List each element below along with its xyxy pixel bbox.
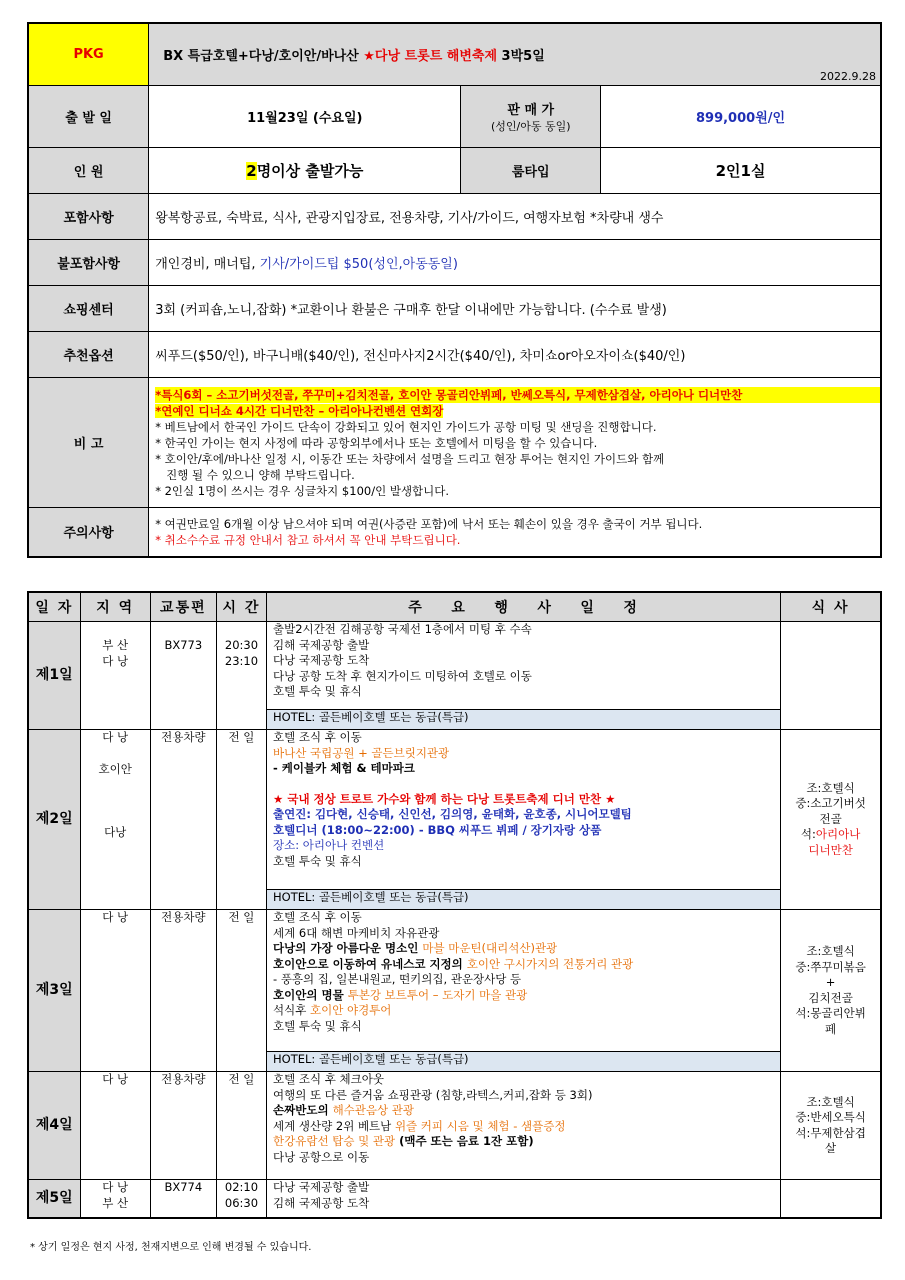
people-label: 인 원 <box>28 147 149 193</box>
col-header-transport: 교통편 <box>150 592 216 622</box>
day1-hotel: HOTEL: 골든베이호텔 또는 동급(특급) <box>267 710 781 730</box>
day3-meal: 조:호텔식 중:쭈꾸미볶음 + 김치전골 석:몽골리안뷔 페 <box>781 910 881 1072</box>
day3-time: 전 일 <box>216 910 266 1072</box>
day4-meal: 조:호텔식 중:반세오특식 석:무제한삼겹 살 <box>781 1072 881 1180</box>
caution-label: 주의사항 <box>28 507 149 557</box>
day2-transport: 전용차량 <box>150 730 216 910</box>
day1-region: 부 산 다 낭 <box>80 622 150 730</box>
title-highlight: ★다낭 트롯트 해변축제 <box>363 48 498 64</box>
day2-label: 제2일 <box>28 730 80 910</box>
day4-time: 전 일 <box>216 1072 266 1180</box>
excluded-value: 개인경비, 매너팁, 기사/가이드팁 $50(성인,아동동일) <box>149 239 881 285</box>
day4-region: 다 낭 <box>80 1072 150 1180</box>
package-title: BX 특급호텔+다낭/호이안/바나산 ★다낭 트롯트 해변축제 3박5일 2022.9.28 <box>149 23 881 85</box>
summary-table <box>27 22 882 558</box>
day1-transport: BX773 <box>150 622 216 730</box>
day2-time: 전 일 <box>216 730 266 910</box>
departure-label: 출 발 일 <box>28 85 149 147</box>
day4-transport: 전용차량 <box>150 1072 216 1180</box>
note-line: * 한국인 가이는 현지 사정에 따라 공항외부에서나 또는 호텔에서 미팅을 할 수 있습니다. <box>155 436 598 450</box>
notes-label: 비 고 <box>28 377 149 507</box>
included-label: 포함사항 <box>28 193 149 239</box>
departure-value: 11월23일 (수요일) <box>149 85 461 147</box>
note-line: * 베트남에서 한국인 가이드 단속이 강화되고 있어 현지인 가이드가 공항 미팅 및 샌딩을 진행합니다. <box>155 420 657 434</box>
day4-row <box>28 1072 881 1180</box>
shopping-value: 3회 (커피숍,노니,잡화) *교환이나 환불은 구매후 한달 이내에만 가능합니다. (수수료 발생) <box>149 285 881 331</box>
excluded-label: 불포함사항 <box>28 239 149 285</box>
day1-row <box>28 622 881 710</box>
day1-meal <box>781 622 881 730</box>
day1-schedule: 출발2시간전 김해공항 국제선 1층에서 미팅 후 수속 김해 국제공항 출발 다낭 국제공항 도착 다낭 공항 도착 후 현지가이드 미팅하여 호텔로 이동 호텔 투숙 및 휴식 <box>267 622 781 710</box>
day2-schedule: 호텔 조식 후 이동 바나산 국립공원 + 골든브릿지관광 - 케이블카 체험 & 테마파크 ★ 국내 정상 트로트 가수와 함께 하는 다낭 트롯트축제 디너 만찬 ★ 출연진: 김다현, 신승태, 신인선, 김의영, 윤태화, 윤호종, 시니어모델팀 호텔디너 (18:00~22:00) - BBQ 씨푸드 뷔페 / 장기자랑 상품 장소: 아리아나 컨벤션 호텔 투숙 및 휴식 <box>267 730 781 890</box>
notes-value <box>149 377 881 507</box>
doc-date: 2022.9.28 <box>820 69 876 83</box>
options-value: 씨푸드($50/인), 바구니배($40/인), 전신마사지2시간($40/인), 차미쇼or아오자이쇼($40/인) <box>149 331 881 377</box>
day3-label: 제3일 <box>28 910 80 1072</box>
day2-region: 다 낭 호이안 다낭 <box>80 730 150 910</box>
people-value: 2명이상 출발가능 <box>149 147 461 193</box>
col-header-schedule: 주 요 행 사 일 정 <box>267 592 781 622</box>
pkg-label: PKG <box>28 23 149 85</box>
day1-label: 제1일 <box>28 622 80 730</box>
day3-hotel: HOTEL: 골든베이호텔 또는 동급(특급) <box>267 1052 781 1072</box>
footnote: * 상기 일정은 현지 사정, 천재지변으로 인해 변경될 수 있습니다. <box>30 1242 312 1253</box>
day5-region: 다 낭 부 산 <box>80 1180 150 1218</box>
price-label: 판 매 가 (성인/아동 동일) <box>461 85 601 147</box>
day3-region: 다 낭 <box>80 910 150 1072</box>
room-label: 룸타입 <box>461 147 601 193</box>
day2-meal: 조:호텔식 중:소고기버섯 전골 석:아리아나 디너만찬 <box>781 730 881 910</box>
day5-meal <box>781 1180 881 1218</box>
included-value: 왕복항공료, 숙박료, 식사, 관광지입장료, 전용차량, 기사/가이드, 여행자보험 *차량내 생수 <box>149 193 881 239</box>
note-line: *연예인 디너쇼 4시간 디너만찬 – 아리아나컨벤션 연회장 <box>155 404 444 418</box>
shopping-label: 쇼핑센터 <box>28 285 149 331</box>
day5-transport: BX774 <box>150 1180 216 1218</box>
options-label: 추천옵션 <box>28 331 149 377</box>
day5-row <box>28 1180 881 1218</box>
day2-row <box>28 730 881 890</box>
price-value: 899,000원/인 <box>601 85 881 147</box>
day2-hotel: HOTEL: 골든베이호텔 또는 동급(특급) <box>267 890 781 910</box>
note-line: * 호이안/후에/바나산 일정 시, 이동간 또는 차량에서 설명을 드리고 현장 투어는 현지인 가이드와 함께 <box>155 452 665 466</box>
day5-label: 제5일 <box>28 1180 80 1218</box>
col-header-day: 일 자 <box>28 592 80 622</box>
note-line: 진행 될 수 있으니 양해 부탁드립니다. <box>155 468 355 482</box>
note-line: * 2인실 1명이 쓰시는 경우 싱글차지 $100/인 발생합니다. <box>155 484 450 498</box>
day5-schedule: 다낭 국제공항 출발 김해 국제공항 도착 <box>267 1180 781 1218</box>
day5-time: 02:10 06:30 <box>216 1180 266 1218</box>
note-line: *특식6회 – 소고기버섯전골, 쭈꾸미+김치전골, 호이안 몽골리안뷔페, 반쎄오특식, 무제한삼겹살, 아리아나 디너만찬 <box>155 387 880 403</box>
caution-value: * 여권만료일 6개월 이상 남으셔야 되며 여권(사증란 포함)에 낙서 또는 훼손이 있을 경우 출국이 거부 됩니다. * 취소수수료 규정 안내서 참고 하셔서 꼭 안내 부탁드립니다. <box>149 507 881 557</box>
room-value: 2인1실 <box>601 147 881 193</box>
day1-time: 20:30 23:10 <box>216 622 266 730</box>
col-header-meal: 식 사 <box>781 592 881 622</box>
day3-schedule: 호텔 조식 후 이동 세계 6대 해변 마케비치 자유관광 다낭의 가장 아름다운 명소인 마블 마운틴(대리석산)관광 호이안으로 이동하여 유네스코 지정의 호이안 구시가지의 전통거리 관광 - 풍흥의 집, 일본내원교, 떤키의집, 관운장사당 등 호이안의 명물 투본강 보트투어 – 도자기 마을 관광 석식후 호이안 야경투어 호텔 투숙 및 휴식 <box>267 910 781 1052</box>
day4-schedule: 호텔 조식 후 체크아웃 여행의 또 다른 즐거움 쇼핑관광 (침향,라텍스,커피,잡화 등 3회) 손짜반도의 해수관음상 관광 세계 생산량 2위 베트남 위즐 커피 시음 및 체험 - 샘플증정 한강유람선 탑승 및 관광 (맥주 또는 음료 1잔 포함) 다낭 공항으로 이동 <box>267 1072 781 1180</box>
itinerary-table <box>27 591 882 1219</box>
day4-label: 제4일 <box>28 1072 80 1180</box>
day3-row <box>28 910 881 1052</box>
day3-transport: 전용차량 <box>150 910 216 1072</box>
col-header-region: 지 역 <box>80 592 150 622</box>
col-header-time: 시 간 <box>216 592 266 622</box>
